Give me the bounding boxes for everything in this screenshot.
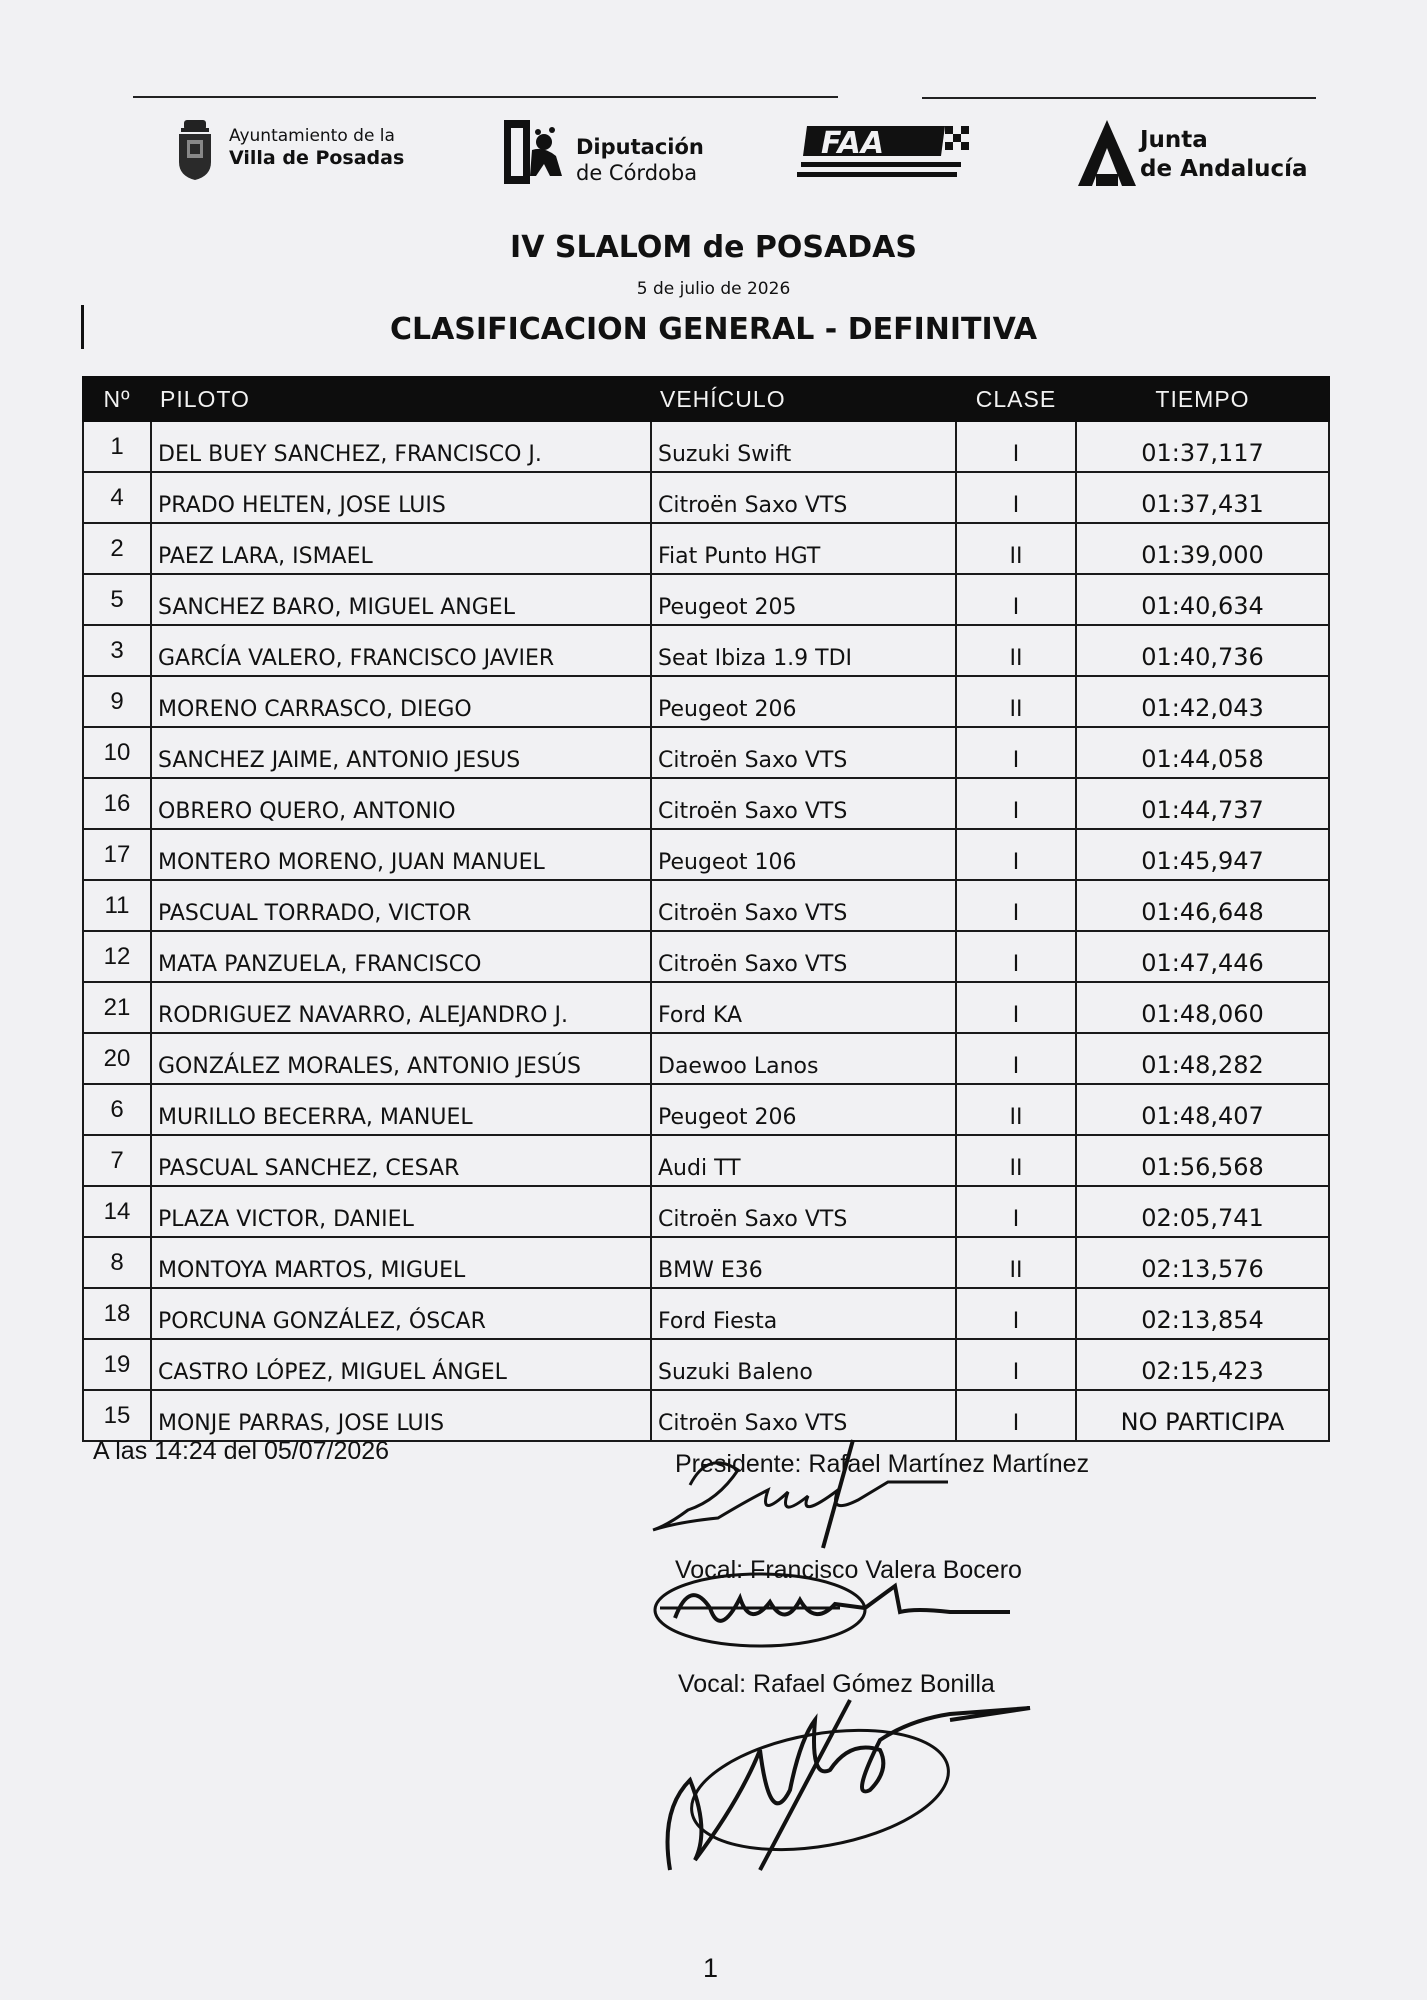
row-number: 2 (83, 523, 151, 574)
vehicle-class: II (956, 523, 1076, 574)
vehicle-name: Suzuki Baleno (651, 1339, 956, 1390)
results-body (83, 421, 1329, 1441)
vehicle-class: I (956, 982, 1076, 1033)
vehicle-name: Seat Ibiza 1.9 TDI (651, 625, 956, 676)
row-number: 8 (83, 1237, 151, 1288)
table-row (83, 1033, 1329, 1084)
vehicle-name: Peugeot 106 (651, 829, 956, 880)
table-header-row (83, 377, 1329, 421)
pilot-name: OBRERO QUERO, ANTONIO (151, 778, 651, 829)
lap-time: 02:05,741 (1076, 1186, 1329, 1237)
vehicle-name: Citroën Saxo VTS (651, 472, 956, 523)
table-row (83, 523, 1329, 574)
vehicle-class: I (956, 1339, 1076, 1390)
table-row (83, 1339, 1329, 1390)
vehicle-class: I (956, 1033, 1076, 1084)
pilot-name: PASCUAL TORRADO, VICTOR (151, 880, 651, 931)
lap-time: 01:46,648 (1076, 880, 1329, 931)
vehicle-name: Ford Fiesta (651, 1288, 956, 1339)
vehicle-class: II (956, 1084, 1076, 1135)
vehicle-name: Fiat Punto HGT (651, 523, 956, 574)
row-number: 1 (83, 421, 151, 472)
table-row (83, 625, 1329, 676)
col-header-pilot: PILOTO (151, 377, 651, 421)
vehicle-name: Peugeot 205 (651, 574, 956, 625)
vehicle-class: I (956, 727, 1076, 778)
table-row (83, 931, 1329, 982)
table-row (83, 1186, 1329, 1237)
pilot-name: GARCÍA VALERO, FRANCISCO JAVIER (151, 625, 651, 676)
vehicle-name: Audi TT (651, 1135, 956, 1186)
vehicle-name: Citroën Saxo VTS (651, 1186, 956, 1237)
lap-time: 01:44,058 (1076, 727, 1329, 778)
lap-time: 01:42,043 (1076, 676, 1329, 727)
president-signature (648, 1430, 968, 1555)
lap-time: 02:13,576 (1076, 1237, 1329, 1288)
header-rule-right (922, 97, 1316, 99)
vehicle-class: II (956, 676, 1076, 727)
pilot-name: MONTERO MORENO, JUAN MANUEL (151, 829, 651, 880)
table-row (83, 982, 1329, 1033)
pilot-name: SANCHEZ JAIME, ANTONIO JESUS (151, 727, 651, 778)
pilot-name: PLAZA VICTOR, DANIEL (151, 1186, 651, 1237)
vehicle-class: I (956, 574, 1076, 625)
row-number: 9 (83, 676, 151, 727)
pilot-name: SANCHEZ BARO, MIGUEL ANGEL (151, 574, 651, 625)
pilot-name: PRADO HELTEN, JOSE LUIS (151, 472, 651, 523)
pilot-name: PASCUAL SANCHEZ, CESAR (151, 1135, 651, 1186)
lap-time: 02:13,854 (1076, 1288, 1329, 1339)
col-header-vehicle: VEHÍCULO (651, 377, 956, 421)
pilot-name: MONJE PARRAS, JOSE LUIS (151, 1390, 651, 1441)
junta-line2: de Andalucía (1140, 155, 1308, 182)
pilot-name: CASTRO LÓPEZ, MIGUEL ÁNGEL (151, 1339, 651, 1390)
row-number: 4 (83, 472, 151, 523)
page-number: 1 (703, 1953, 719, 1983)
row-number: 7 (83, 1135, 151, 1186)
table-row (83, 1237, 1329, 1288)
vehicle-name: Citroën Saxo VTS (651, 931, 956, 982)
pilot-name: RODRIGUEZ NAVARRO, ALEJANDRO J. (151, 982, 651, 1033)
lap-time: 02:15,423 (1076, 1339, 1329, 1390)
event-date: 5 de julio de 2026 (636, 279, 791, 299)
row-number: 20 (83, 1033, 151, 1084)
vehicle-class: I (956, 880, 1076, 931)
vocal1-signature (650, 1568, 1030, 1663)
row-number: 3 (83, 625, 151, 676)
table-row (83, 778, 1329, 829)
vehicle-name: Ford KA (651, 982, 956, 1033)
vehicle-name: Citroën Saxo VTS (651, 778, 956, 829)
event-title: IV SLALOM de POSADAS (510, 230, 917, 265)
president-label: Presidente: Rafael Martínez Martínez (675, 1450, 1090, 1478)
row-number: 14 (83, 1186, 151, 1237)
vehicle-name: Citroën Saxo VTS (651, 880, 956, 931)
diputacion-emblem-icon (504, 120, 564, 184)
pilot-name: GONZÁLEZ MORALES, ANTONIO JESÚS (151, 1033, 651, 1084)
lap-time: 01:47,446 (1076, 931, 1329, 982)
pilot-name: MORENO CARRASCO, DIEGO (151, 676, 651, 727)
vehicle-class: I (956, 778, 1076, 829)
table-row (83, 1288, 1329, 1339)
vehicle-class: I (956, 931, 1076, 982)
vehicle-name: Citroën Saxo VTS (651, 727, 956, 778)
pilot-name: MATA PANZUELA, FRANCISCO (151, 931, 651, 982)
header-rule-left (133, 96, 838, 98)
coat-of-arms-icon (175, 118, 215, 182)
vehicle-class: II (956, 1135, 1076, 1186)
table-row (83, 880, 1329, 931)
lap-time: 01:44,737 (1076, 778, 1329, 829)
vehicle-name: Suzuki Swift (651, 421, 956, 472)
vehicle-name: Peugeot 206 (651, 1084, 956, 1135)
row-number: 6 (83, 1084, 151, 1135)
lap-time: NO PARTICIPA (1076, 1390, 1329, 1441)
row-number: 12 (83, 931, 151, 982)
vocal1-label: Vocal: Francisco Valera Bocero (675, 1556, 1022, 1584)
diputacion-line1: Diputación (576, 135, 704, 159)
ayuntamiento-line2: Villa de Posadas (229, 147, 405, 170)
table-row (83, 1135, 1329, 1186)
vehicle-name: Citroën Saxo VTS (651, 1390, 956, 1441)
ayuntamiento-line1: Ayuntamiento de la (229, 126, 395, 146)
vocal2-label: Vocal: Rafael Gómez Bonilla (678, 1670, 995, 1698)
table-row (83, 727, 1329, 778)
faa-logo-graphic (795, 122, 975, 184)
lap-time: 01:48,282 (1076, 1033, 1329, 1084)
lap-time: 01:45,947 (1076, 829, 1329, 880)
lap-time: 01:56,568 (1076, 1135, 1329, 1186)
vehicle-class: I (956, 1390, 1076, 1441)
vehicle-class: II (956, 625, 1076, 676)
vehicle-class: I (956, 421, 1076, 472)
row-number: 10 (83, 727, 151, 778)
lap-time: 01:48,407 (1076, 1084, 1329, 1135)
table-row (83, 676, 1329, 727)
vocal2-signature (650, 1680, 1070, 1885)
vehicle-class: I (956, 1288, 1076, 1339)
col-header-class: CLASE (956, 377, 1076, 421)
lap-time: 01:39,000 (1076, 523, 1329, 574)
vehicle-class: I (956, 472, 1076, 523)
vehicle-name: BMW E36 (651, 1237, 956, 1288)
row-number: 5 (83, 574, 151, 625)
lap-time: 01:37,431 (1076, 472, 1329, 523)
vehicle-class: I (956, 1186, 1076, 1237)
lap-time: 01:48,060 (1076, 982, 1329, 1033)
row-number: 11 (83, 880, 151, 931)
faa-logo (795, 122, 975, 189)
row-number: 17 (83, 829, 151, 880)
results-table (82, 376, 1330, 1442)
vehicle-class: I (956, 829, 1076, 880)
row-number: 19 (83, 1339, 151, 1390)
pilot-name: MONTOYA MARTOS, MIGUEL (151, 1237, 651, 1288)
table-row (83, 421, 1329, 472)
row-number: 15 (83, 1390, 151, 1441)
table-row (83, 1084, 1329, 1135)
pilot-name: PAEZ LARA, ISMAEL (151, 523, 651, 574)
row-number: 21 (83, 982, 151, 1033)
col-header-time: TIEMPO (1076, 377, 1329, 421)
vehicle-name: Peugeot 206 (651, 676, 956, 727)
classification-title: CLASIFICACION GENERAL - DEFINITIVA (389, 312, 1038, 347)
lap-time: 01:37,117 (1076, 421, 1329, 472)
diputacion-line2: de Córdoba (576, 161, 698, 186)
table-row (83, 829, 1329, 880)
vehicle-class: II (956, 1237, 1076, 1288)
pilot-name: PORCUNA GONZÁLEZ, ÓSCAR (151, 1288, 651, 1339)
faa-logo-text: FAA (821, 126, 885, 161)
lap-time: 01:40,736 (1076, 625, 1329, 676)
table-row (83, 574, 1329, 625)
lap-time: 01:40,634 (1076, 574, 1329, 625)
timestamp: A las 14:24 del 05/07/2026 (93, 1437, 390, 1465)
col-header-num: Nº (83, 377, 151, 421)
row-number: 18 (83, 1288, 151, 1339)
junta-line1: Junta (1140, 127, 1208, 153)
pilot-name: DEL BUEY SANCHEZ, FRANCISCO J. (151, 421, 651, 472)
pilot-name: MURILLO BECERRA, MANUEL (151, 1084, 651, 1135)
vehicle-name: Daewoo Lanos (651, 1033, 956, 1084)
table-row (83, 472, 1329, 523)
row-number: 16 (83, 778, 151, 829)
junta-a-icon (1078, 120, 1136, 186)
